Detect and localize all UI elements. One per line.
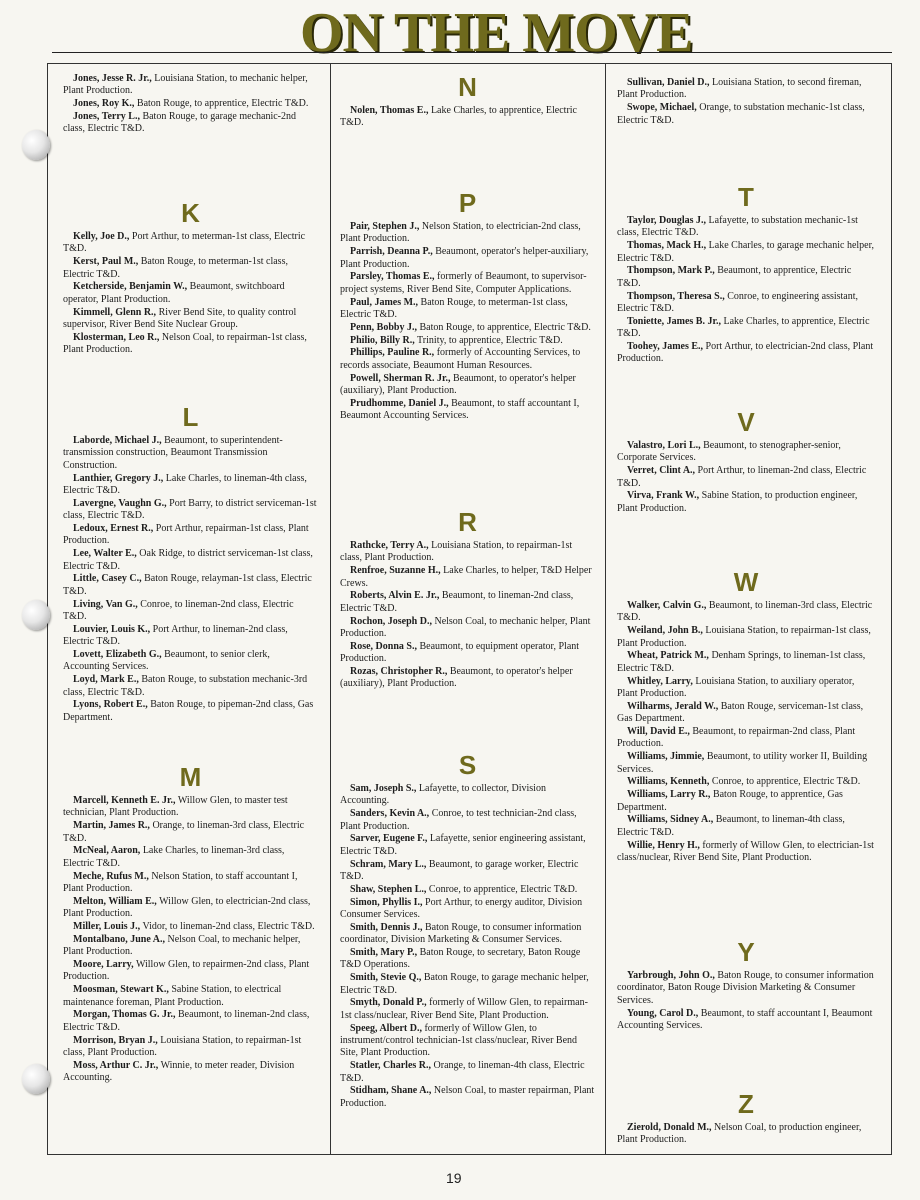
section-m — [63, 763, 318, 1085]
move-detail: Beaumont, to staff accountant I, Beaumont Accounting Services. — [340, 397, 580, 422]
move-detail: Port Arthur, to lineman-2nd class, Electric T&D. — [617, 465, 867, 489]
employee-name: Thomas, Mack H., — [627, 240, 707, 252]
move-detail: Winnie, to meter reader, Division Accounting. — [63, 1059, 295, 1084]
section-v — [617, 408, 875, 516]
personnel-entry — [63, 332, 318, 357]
employee-name: Melton, William E., — [73, 895, 157, 907]
move-detail: Baton Rouge, to garage mechanic-2nd class, Electric T&D. — [63, 111, 297, 135]
move-detail: Beaumont, to repairman-2nd class, Plant Production. — [617, 726, 856, 750]
employee-name: Statler, Charles R., — [350, 1060, 432, 1072]
personnel-entry — [340, 947, 595, 972]
employee-name: Nolen, Thomas E., — [350, 105, 429, 116]
employee-name: Laborde, Michael J., — [73, 435, 162, 446]
employee-name: Morgan, Thomas G. Jr., — [73, 1009, 176, 1021]
personnel-entry — [63, 649, 318, 674]
personnel-entry — [63, 795, 318, 820]
employee-name: Powell, Sherman R. Jr., — [350, 372, 451, 384]
employee-name: Virva, Frank W., — [627, 490, 700, 502]
section-letter: P — [458, 188, 477, 218]
personnel-entry — [340, 373, 595, 398]
move-detail: Beaumont, to operator's helper (auxiliary), Plant Production. — [340, 372, 576, 397]
personnel-entry — [63, 98, 318, 110]
move-detail: Port Arthur, to lineman-2nd class, Electric T&D. — [63, 623, 288, 648]
employee-name: Sullivan, Daniel D., — [627, 77, 710, 88]
employee-name: Walker, Calvin G., — [627, 600, 707, 611]
personnel-entry — [340, 616, 595, 641]
employee-name: Jones, Jesse R. Jr., — [73, 73, 152, 84]
move-detail: Conroe, to apprentice, Electric T&D. — [709, 776, 861, 788]
personnel-entry — [340, 1060, 595, 1085]
move-detail: Orange, to substation mechanic-1st class, Electric T&D. — [617, 102, 865, 126]
personnel-entry — [617, 701, 875, 726]
employee-name: Phillips, Pauline R., — [350, 347, 435, 359]
move-detail: Conroe, to apprentice, Electric T&D. — [426, 883, 578, 895]
move-detail: Denham Springs, to lineman-1st class, Electric T&D. — [617, 650, 866, 674]
personnel-entry — [617, 789, 875, 814]
personnel-entry — [617, 840, 875, 865]
personnel-entry — [63, 573, 318, 598]
personnel-entry — [617, 625, 875, 650]
employee-name: Parrish, Deanna P., — [350, 246, 433, 258]
employee-name: Sarver, Eugene F., — [350, 833, 428, 845]
personnel-entry — [63, 73, 318, 98]
employee-name: McNeal, Aaron, — [73, 845, 141, 857]
section-s — [340, 751, 595, 1111]
personnel-entry — [63, 523, 318, 548]
move-detail: Orange, to lineman-4th class, Electric T&D. — [340, 1060, 585, 1084]
employee-name: Prudhomme, Daniel J., — [350, 397, 449, 409]
move-detail: Beaumont, to utility worker II, Building Services. — [617, 751, 868, 775]
employee-name: Meche, Rufus M., — [73, 870, 149, 882]
employee-name: Smith, Dennis J., — [350, 921, 423, 933]
personnel-entry — [63, 934, 318, 959]
employee-name: Shaw, Stephen L., — [350, 883, 427, 895]
move-detail: Nelson Coal, to mechanic helper, Plant Production. — [340, 615, 591, 640]
personnel-entry — [63, 959, 318, 984]
section-letter: L — [182, 402, 199, 432]
personnel-entry — [63, 921, 318, 933]
employee-name: Parsley, Thomas E., — [350, 271, 435, 283]
personnel-entry — [63, 871, 318, 896]
employee-name: Miller, Louis J., — [73, 921, 141, 933]
personnel-entry — [617, 676, 875, 701]
personnel-entry — [617, 650, 875, 675]
employee-name: Willie, Henry H., — [627, 839, 700, 851]
personnel-entry — [63, 256, 318, 281]
personnel-entry — [617, 600, 875, 625]
employee-name: Morrison, Bryan J., — [73, 1034, 158, 1046]
personnel-entry — [617, 240, 875, 265]
section-letter: T — [738, 182, 754, 212]
section-continued — [63, 73, 318, 136]
employee-name: Living, Van G., — [73, 598, 138, 610]
move-detail: Lafayette, to collector, Division Accounting. — [340, 783, 546, 807]
section-p — [340, 189, 595, 423]
move-detail: Port Barry, to district serviceman-1st class, Electric T&D. — [63, 497, 317, 522]
employee-name: Weiland, John B., — [627, 625, 703, 637]
personnel-entry — [340, 565, 595, 590]
employee-name: Kimmell, Glenn R., — [73, 306, 157, 318]
employee-name: Loyd, Mark E., — [73, 674, 139, 686]
move-detail: Trinity, to apprentice, Electric T&D. — [414, 334, 563, 346]
personnel-entry — [340, 922, 595, 947]
binder-hole — [22, 1064, 50, 1094]
personnel-entry — [340, 1023, 595, 1060]
move-detail: Baton Rouge, to meterman-1st class, Electric T&D. — [340, 296, 568, 321]
section-l — [63, 403, 318, 725]
page-number: 19 — [446, 1170, 462, 1186]
personnel-entry — [340, 221, 595, 246]
move-detail: Louisiana Station, to repairman-1st class, Plant Production. — [617, 625, 871, 649]
move-detail: Baton Rouge, to garage mechanic helper, Electric T&D. — [340, 972, 589, 996]
employee-name: Sanders, Kevin A., — [350, 808, 430, 820]
employee-name: Williams, Sidney A., — [627, 814, 714, 826]
section-y — [617, 938, 875, 1033]
section-letter: Y — [737, 937, 755, 967]
move-detail: Nelson Coal, to master repairman, Plant Production. — [340, 1085, 595, 1109]
employee-name: Jones, Terry L., — [73, 111, 140, 122]
personnel-entry — [340, 322, 595, 334]
move-detail: Beaumont, operator's helper-auxiliary, Plant Production. — [340, 246, 589, 270]
section-continued — [617, 77, 875, 127]
move-detail: Beaumont, to superintendent-transmission construction, Beaumont Transmission Construction. — [63, 435, 283, 471]
personnel-entry — [617, 341, 875, 366]
binder-hole — [22, 130, 50, 160]
personnel-entry — [617, 102, 875, 127]
employee-name: Sam, Joseph S., — [350, 783, 417, 794]
personnel-entry — [617, 970, 875, 1007]
move-detail: Conroe, to test technician-2nd class, Plant Production. — [340, 808, 577, 832]
employee-name: Ledoux, Ernest R., — [73, 523, 154, 535]
personnel-entry — [617, 440, 875, 465]
personnel-entry — [63, 435, 318, 472]
column-1 — [63, 63, 318, 1153]
employee-name: Wheat, Patrick M., — [627, 650, 709, 662]
move-detail: formerly of Willow Glen, to instrument/control technician-1st class/nuclear, River Bend Site, Plant Production. — [340, 1022, 578, 1059]
column-divider — [330, 63, 331, 1155]
employee-name: Rathcke, Terry A., — [350, 540, 429, 551]
move-detail: Lake Charles, to helper, T&D Helper Crews. — [340, 565, 592, 589]
move-detail: Port Arthur, repairman-1st class, Plant Production. — [63, 523, 309, 547]
top-rule — [52, 52, 892, 53]
employee-name: Moss, Arthur C. Jr., — [73, 1059, 159, 1071]
move-detail: Baton Rouge, to substation mechanic-3rd class, Electric T&D. — [63, 674, 308, 698]
employee-name: Verret, Clint A., — [627, 465, 696, 477]
personnel-entry — [340, 540, 595, 565]
move-detail: Willow Glen, to master test technician, Plant Production. — [63, 795, 288, 819]
personnel-entry — [617, 77, 875, 102]
move-detail: Baton Rouge, to pipeman-2nd class, Gas Department. — [63, 699, 314, 723]
employee-name: Lee, Walter E., — [73, 548, 137, 560]
personnel-entry — [340, 972, 595, 997]
personnel-entry — [63, 281, 318, 306]
move-detail: Lake Charles, to lineman-4th class, Electric T&D. — [63, 472, 307, 497]
move-detail: Baton Rouge, to secretary, Baton Rouge T&D Operations. — [340, 947, 581, 971]
personnel-entry — [617, 726, 875, 751]
personnel-entry — [340, 335, 595, 347]
employee-name: Rochon, Joseph D., — [350, 615, 432, 627]
section-t — [617, 183, 875, 366]
personnel-entry — [340, 297, 595, 322]
personnel-entry — [340, 833, 595, 858]
personnel-entry — [340, 884, 595, 896]
personnel-entry — [340, 1085, 595, 1110]
personnel-entry — [340, 997, 595, 1022]
section-letter: N — [458, 72, 477, 102]
personnel-entry — [63, 1060, 318, 1085]
personnel-entry — [63, 231, 318, 256]
personnel-entry — [617, 814, 875, 839]
move-detail: Willow Glen, to electrician-2nd class, Plant Production. — [63, 895, 311, 920]
employee-name: Williams, Jimmie, — [627, 751, 705, 763]
employee-name: Smith, Stevie Q., — [350, 972, 422, 984]
personnel-entry — [617, 316, 875, 341]
column-3 — [617, 63, 875, 1153]
move-detail: Beaumont, to lineman-2nd class, Electric T&D. — [63, 1009, 310, 1033]
employee-name: Thompson, Mark P., — [627, 265, 715, 277]
move-detail: Nelson Station, to staff accountant I, Plant Production. — [63, 870, 298, 895]
move-detail: Baton Rouge, to apprentice, Electric T&D. — [134, 98, 309, 110]
personnel-entry — [63, 984, 318, 1009]
employee-name: Lyons, Robert E., — [73, 699, 148, 711]
personnel-entry — [63, 624, 318, 649]
personnel-entry — [340, 347, 595, 372]
move-detail: Port Arthur, to meterman-1st class, Electric T&D. — [63, 231, 306, 255]
section-letter: S — [458, 750, 477, 780]
employee-name: Penn, Bobby J., — [350, 321, 417, 333]
employee-name: Jones, Roy K., — [73, 98, 135, 110]
move-detail: Louisiana Station, to mechanic helper, Plant Production. — [63, 73, 308, 97]
move-detail: Beaumont, to senior clerk, Accounting Services. — [63, 649, 270, 673]
page-title: ON THE MOVE — [300, 2, 693, 64]
move-detail: Baton Rouge, relayman-1st class, Electric T&D. — [63, 573, 312, 597]
move-detail: Baton Rouge, to apprentice, Gas Department. — [617, 789, 843, 813]
employee-name: Lavergne, Vaughn G., — [73, 497, 167, 509]
employee-name: Smyth, Donald P., — [350, 997, 427, 1009]
move-detail: Beaumont, to operator's helper (auxiliary), Plant Production. — [340, 666, 573, 690]
personnel-entry — [63, 307, 318, 332]
personnel-entry — [63, 845, 318, 870]
move-detail: Port Arthur, to energy auditor, Division Consumer Services. — [340, 896, 583, 921]
move-detail: Beaumont, to lineman-3rd class, Electric T&D. — [617, 600, 873, 624]
employee-name: Simon, Phyllis I., — [350, 896, 423, 908]
personnel-entry — [340, 398, 595, 423]
employee-name: Zierold, Donald M., — [627, 1122, 712, 1133]
column-divider — [605, 63, 606, 1155]
employee-name: Renfroe, Suzanne H., — [350, 565, 441, 577]
move-detail: formerly of Accounting Services, to records associate, Beaumont Human Resources. — [340, 347, 581, 371]
move-detail: Baton Rouge, to meterman-1st class, Electric T&D. — [63, 256, 288, 280]
employee-name: Will, David E., — [627, 726, 690, 738]
employee-name: Toohey, James E., — [627, 341, 704, 353]
move-detail: Beaumont, to equipment operator, Plant Production. — [340, 640, 580, 665]
personnel-entry — [63, 820, 318, 845]
employee-name: Lanthier, Gregory J., — [73, 472, 164, 484]
move-detail: Nelson Coal, to production engineer, Plant Production. — [617, 1122, 862, 1146]
employee-name: Stidham, Shane A., — [350, 1085, 432, 1097]
move-detail: Louisiana Station, to second fireman, Plant Production. — [617, 77, 862, 101]
move-detail: Sabine Station, to production engineer, Plant Production. — [617, 490, 858, 514]
move-detail: Beaumont, to lineman-4th class, Electric T&D. — [617, 814, 845, 838]
employee-name: Philio, Billy R., — [350, 334, 415, 346]
personnel-entry — [617, 1122, 875, 1147]
employee-name: Little, Casey C., — [73, 573, 142, 585]
move-detail: Willow Glen, to repairmen-2nd class, Plant Production. — [63, 959, 310, 983]
personnel-entry — [340, 808, 595, 833]
personnel-entry — [63, 699, 318, 724]
section-letter: W — [733, 567, 759, 597]
move-detail: Lake Charles, to apprentice, Electric T&D. — [340, 105, 577, 129]
employee-name: Toniette, James B. Jr., — [627, 315, 721, 327]
employee-name: Young, Carol D., — [627, 1007, 699, 1019]
employee-name: Pair, Stephen J., — [350, 221, 420, 232]
section-r — [340, 508, 595, 691]
personnel-entry — [63, 599, 318, 624]
move-detail: Beaumont, to garage worker, Electric T&D. — [340, 858, 579, 883]
personnel-entry — [340, 783, 595, 808]
move-detail: Louisiana Station, to repairman-1st class, Plant Production. — [340, 540, 573, 564]
employee-name: Rozas, Christopher R., — [350, 666, 448, 678]
employee-name: Moosman, Stewart K., — [73, 984, 169, 996]
move-detail: Baton Rouge, serviceman-1st class, Gas Department. — [617, 700, 864, 725]
section-letter: Z — [738, 1089, 754, 1119]
move-detail: Beaumont, to lineman-2nd class, Electric T&D. — [340, 590, 574, 614]
employee-name: Williams, Larry R., — [627, 789, 711, 801]
move-detail: Vidor, to lineman-2nd class, Electric T&D. — [140, 921, 315, 933]
move-detail: formerly of Willow Glen, to repairman-1st class/nuclear, River Bend Site, Plant Production. — [340, 997, 588, 1021]
move-detail: Lafayette, senior engineering assistant, Electric T&D. — [340, 833, 586, 857]
section-n — [340, 73, 595, 130]
move-detail: Orange, to lineman-3rd class, Electric T&D. — [63, 820, 305, 844]
personnel-entry — [340, 666, 595, 691]
personnel-entry — [617, 490, 875, 515]
personnel-entry — [63, 1009, 318, 1034]
move-detail: Louisiana Station, to auxiliary operator, Plant Production. — [617, 675, 855, 700]
move-detail: Nelson Coal, to repairman-1st class, Plant Production. — [63, 331, 307, 356]
section-w — [617, 568, 875, 865]
section-k — [63, 199, 318, 357]
personnel-entry — [617, 1008, 875, 1033]
section-z — [617, 1090, 875, 1147]
personnel-entry — [340, 897, 595, 922]
move-detail: Baton Rouge, to consumer information coordinator, Division Marketing & Consumer Services. — [340, 921, 582, 946]
move-detail: formerly of Willow Glen, to electrician-1st class/nuclear, River Bend Site, Plant Production. — [617, 839, 874, 864]
move-detail: Beaumont, to stenographer-senior, Corporate Services. — [617, 440, 841, 464]
employee-name: Lovett, Elizabeth G., — [73, 649, 162, 661]
move-detail: Beaumont, switchboard operator, Plant Production. — [63, 281, 285, 305]
employee-name: Schram, Mary L., — [350, 858, 427, 870]
employee-name: Smith, Mary P., — [350, 947, 418, 959]
employee-name: Swope, Michael, — [627, 102, 697, 114]
personnel-entry — [63, 548, 318, 573]
employee-name: Kelly, Joe D., — [73, 231, 130, 242]
move-detail: Conroe, to lineman-2nd class, Electric T&D. — [63, 598, 294, 623]
personnel-entry — [63, 498, 318, 523]
employee-name: Martin, James R., — [73, 820, 150, 832]
personnel-entry — [63, 674, 318, 699]
section-letter: R — [458, 507, 477, 537]
employee-name: Moore, Larry, — [73, 959, 134, 971]
employee-name: Kerst, Paul M., — [73, 256, 139, 268]
employee-name: Rose, Donna S., — [350, 640, 417, 652]
move-detail: Lake Charles, to garage mechanic helper, Electric T&D. — [617, 240, 875, 264]
move-detail: Port Arthur, to electrician-2nd class, Plant Production. — [617, 341, 874, 365]
move-detail: Baton Rouge, to apprentice, Electric T&D. — [416, 321, 591, 333]
personnel-entry — [340, 590, 595, 615]
move-detail: Beaumont, to apprentice, Electric T&D. — [617, 265, 852, 289]
move-detail: Sabine Station, to electrical maintenance foreman, Plant Production. — [63, 984, 282, 1008]
employee-name: Valastro, Lori L., — [627, 440, 701, 451]
employee-name: Ketcherside, Benjamin W., — [73, 281, 188, 293]
employee-name: Taylor, Douglas J., — [627, 215, 707, 226]
move-detail: Lafayette, to substation mechanic-1st class, Electric T&D. — [617, 215, 858, 239]
personnel-entry — [617, 265, 875, 290]
section-letter: V — [737, 407, 755, 437]
employee-name: Speeg, Albert D., — [350, 1022, 422, 1034]
personnel-entry — [617, 215, 875, 240]
binder-hole — [22, 600, 50, 630]
employee-name: Yarbrough, John O., — [627, 970, 715, 981]
personnel-entry — [340, 246, 595, 271]
move-detail: River Bend Site, to quality control supervisor, River Bend Site Nuclear Group. — [63, 306, 297, 331]
move-detail: formerly of Beaumont, to supervisor-project systems, River Bend Site, Computer Applications. — [340, 271, 587, 295]
employee-name: Thompson, Theresa S., — [627, 290, 725, 302]
employee-name: Klosterman, Leo R., — [73, 331, 160, 343]
move-detail: Baton Rouge, to consumer information coordinator, Baton Rouge Division Marketing & Consumer Services. — [617, 970, 874, 1006]
personnel-entry — [617, 776, 875, 788]
move-detail: Lake Charles, to lineman-3rd class, Electric T&D. — [63, 845, 285, 869]
personnel-entry — [340, 859, 595, 884]
personnel-entry — [617, 465, 875, 490]
section-letter: M — [179, 762, 202, 792]
personnel-entry — [63, 473, 318, 498]
section-letter: K — [181, 198, 200, 228]
move-detail: Beaumont, to staff accountant I, Beaumont Accounting Services. — [617, 1007, 873, 1032]
move-detail: Lake Charles, to apprentice, Electric T&D. — [617, 315, 870, 340]
personnel-entry — [340, 105, 595, 130]
personnel-entry — [63, 111, 318, 136]
personnel-entry — [63, 1035, 318, 1060]
move-detail: Nelson Coal, to mechanic helper, Plant Production. — [63, 933, 301, 958]
move-detail: Conroe, to engineering assistant, Electric T&D. — [617, 290, 859, 315]
move-detail: Oak Ridge, to district serviceman-1st class, Electric T&D. — [63, 548, 313, 572]
move-detail: Nelson Station, to electrician-2nd class, Plant Production. — [340, 221, 581, 245]
column-2 — [340, 63, 595, 1153]
employee-name: Roberts, Alvin E. Jr., — [350, 590, 440, 602]
move-detail: Louisiana Station, to repairman-1st class, Plant Production. — [63, 1034, 302, 1059]
personnel-entry — [63, 896, 318, 921]
personnel-entry — [617, 751, 875, 776]
employee-name: Wilharms, Jerald W., — [627, 700, 719, 712]
employee-name: Williams, Kenneth, — [627, 776, 710, 788]
employee-name: Marcell, Kenneth E. Jr., — [73, 795, 176, 806]
employee-name: Whitley, Larry, — [627, 675, 693, 687]
employee-name: Paul, James M., — [350, 296, 419, 308]
employee-name: Montalbano, June A., — [73, 933, 165, 945]
personnel-entry — [340, 641, 595, 666]
personnel-entry — [340, 271, 595, 296]
employee-name: Louvier, Louis K., — [73, 623, 151, 635]
personnel-entry — [617, 291, 875, 316]
